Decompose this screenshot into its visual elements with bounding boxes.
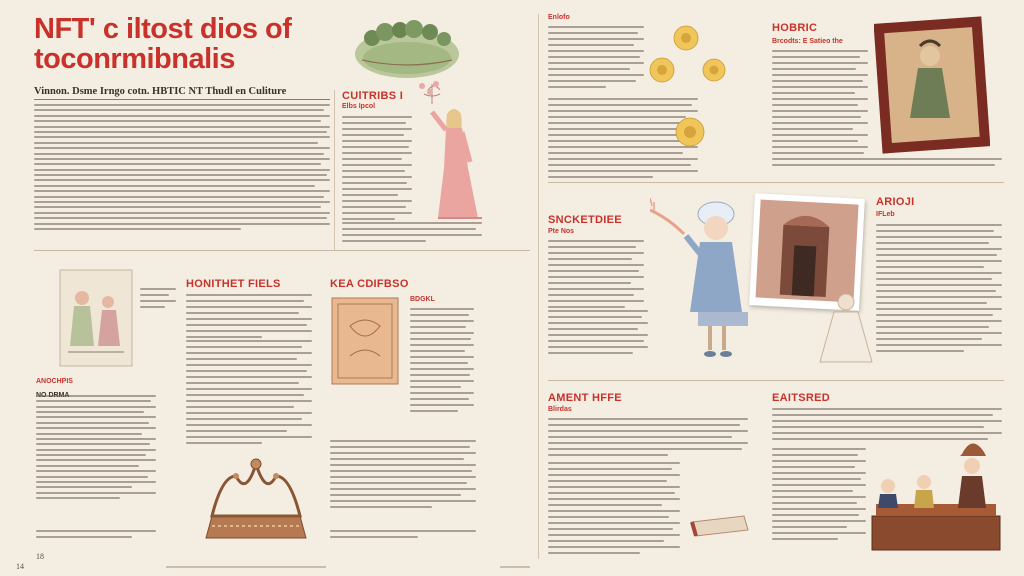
sacred-heading: SNCKETDIEE [548, 214, 622, 226]
page-title: NFT' c iltost dios of toconrmibnalis [34, 13, 292, 75]
eaitsred-heading: EAITSRED [772, 392, 831, 404]
family-scene-illustration [866, 432, 1006, 560]
kea-subheading: BDGKL [410, 296, 435, 303]
culture-heading: CUlTRIBS I [342, 90, 404, 102]
kea-footnote [330, 530, 476, 542]
photo-right-heading: ARIOJI [876, 196, 915, 208]
sacred-body-text-lower [548, 310, 648, 358]
section-rule-lower-right [548, 380, 1004, 381]
footer-line-right [500, 566, 530, 568]
girl-blue-dress-illustration [650, 196, 750, 372]
top-middle-body-text [548, 26, 644, 92]
sacred-body-text [548, 240, 644, 312]
footer-line-left [166, 566, 326, 568]
sketch-illustration [58, 268, 134, 368]
fabric-heading: HOBRIC [772, 22, 818, 34]
left-lower-body-text [36, 384, 156, 503]
photo-right-body-text [876, 224, 1002, 356]
landscape-illustration [352, 12, 462, 82]
fabric-subheading: Brcodts: E Satieo the [772, 38, 843, 45]
textile-panel-illustration [330, 296, 400, 386]
book-illustration [690, 512, 750, 540]
kea-body-text-lower [330, 440, 476, 512]
ament-heading: AMENT HFFE [548, 392, 622, 404]
fabric-body-text [772, 50, 868, 158]
ament-body-text [548, 418, 748, 460]
section-rule-right [548, 182, 1004, 183]
framed-portrait [874, 16, 990, 156]
sunflowers-illustration [640, 20, 732, 152]
fabric-body-text-lower [772, 158, 1002, 170]
kea-body-text [410, 308, 474, 416]
eaitsred-body-text-2 [772, 448, 866, 544]
woman-pink-dress-illustration [410, 80, 488, 226]
page-number-left-2: 18 [36, 552, 44, 561]
kea-heading: KEA CDIFBSO [330, 278, 409, 290]
sketch-caption-lines [140, 288, 176, 312]
ament-body-text-2 [548, 462, 680, 558]
photo-right-subheading: IFLeb [876, 211, 895, 218]
title-rule [34, 99, 330, 100]
lace-dress-illustration [812, 290, 882, 368]
column-divider [334, 90, 335, 250]
culture-subheading: Elbs Ipcol [342, 103, 376, 110]
monthly-heading: HONITHET FIELS [186, 278, 281, 290]
page-number-left: 14 [16, 562, 24, 571]
page-subtitle: Vinnon. Dsme Irngo cotn. HBTIC NT Thudl en Culiture [34, 86, 287, 97]
left-footnote [36, 530, 156, 542]
intro-body-text [34, 104, 330, 233]
monthly-body-text-2 [186, 340, 312, 448]
monthly-body-text [186, 294, 312, 342]
sacred-subheading: Pte Nos [548, 228, 575, 235]
crown-illustration [200, 452, 312, 548]
culture-body-text [342, 116, 412, 224]
obscures-label: Enlofo [548, 14, 570, 21]
center-gutter [538, 14, 539, 559]
ament-subheading: Blirdas [548, 406, 572, 413]
section-rule-left [34, 250, 530, 251]
left-lower-heading: ANOCHPIS [36, 378, 73, 385]
culture-body-text-lower [342, 222, 482, 246]
